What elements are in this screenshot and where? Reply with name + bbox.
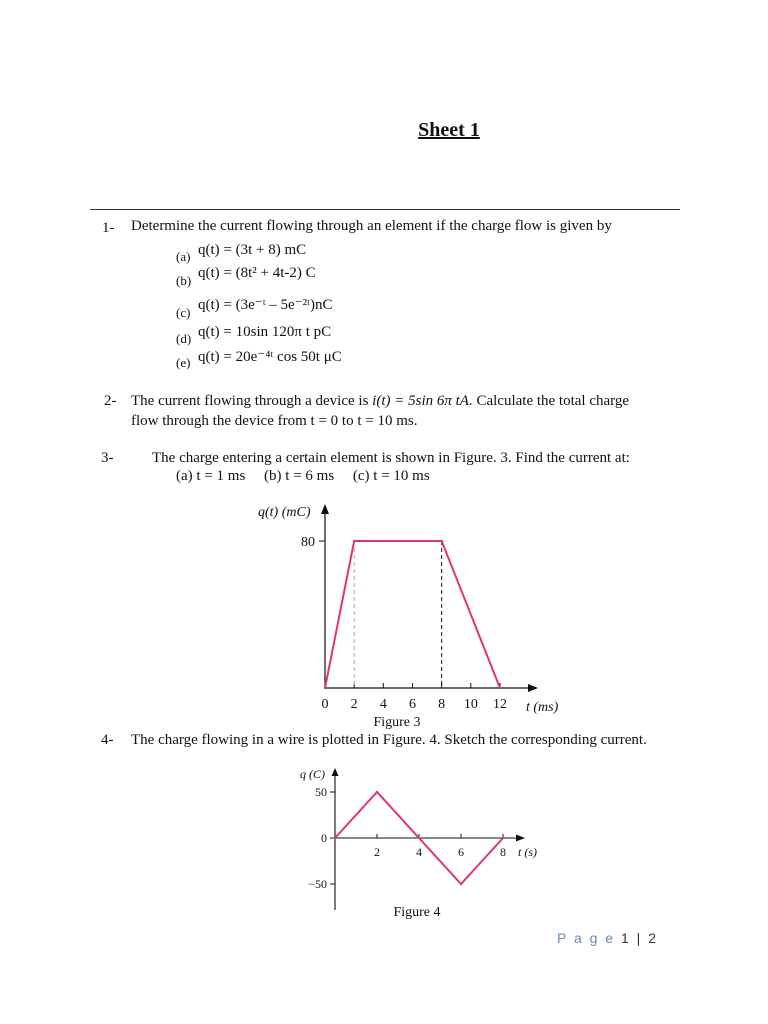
data-point	[324, 687, 326, 689]
data-point	[440, 540, 442, 542]
x-tick-label: 2	[350, 697, 358, 712]
q1-text: Determine the current flowing through an element if the charge flow is given by	[131, 218, 612, 234]
x-tick-label: 4	[416, 845, 422, 859]
q1-item-a-label: (a)	[176, 249, 191, 264]
horizontal-rule	[90, 209, 680, 210]
y-tick-label: 80	[301, 535, 315, 550]
q4-text: The charge flowing in a wire is plotted in Figure. 4. Sketch the corresponding current.	[131, 732, 647, 748]
x-tick-label: 8	[500, 845, 506, 859]
x-tick-label: 6	[458, 845, 464, 859]
x-tick-label: 0	[321, 697, 329, 712]
q3-number: 3-	[101, 450, 114, 466]
x-tick-label: 8	[438, 697, 446, 712]
x-tick-label: 10	[463, 697, 478, 712]
y-tick-label: −50	[308, 877, 327, 891]
q1-item-e-expr: q(t) = 20e⁻⁴ᵗ cos 50t μC	[198, 349, 342, 365]
x-axis-arrow-icon	[528, 684, 538, 692]
q1-item-b-expr: q(t) = (8t² + 4t-2) C	[198, 265, 316, 281]
data-point	[334, 837, 336, 839]
q2-line1-a: The current flowing through a device is	[131, 393, 369, 409]
data-point	[376, 791, 378, 793]
x-axis-arrow-icon	[516, 835, 525, 842]
q3-parts: (a) t = 1 ms (b) t = 6 ms (c) t = 10 ms	[176, 468, 430, 484]
q2-current-expr: i(t) = 5sin 6π tA.	[372, 393, 473, 409]
page-footer	[557, 930, 658, 946]
q1-item-d-label: (d)	[176, 331, 192, 346]
q4-number: 4-	[101, 732, 114, 748]
q1-item-d-expr: q(t) = 10sin 120π t pC	[198, 324, 332, 340]
figure-3-chart	[250, 498, 570, 733]
x-tick-label: 4	[379, 697, 387, 712]
q1-item-e-label: (e)	[176, 355, 191, 370]
y-axis-label: q (C)	[300, 767, 325, 781]
x-axis-label: t (ms)	[526, 700, 559, 715]
footer-page-total: 2	[648, 930, 658, 946]
footer-page-label: P a g e	[556, 930, 616, 946]
y-tick-label: 50	[315, 785, 327, 799]
series-line	[325, 541, 500, 688]
x-axis-label: t (s)	[518, 845, 537, 859]
data-point	[460, 883, 462, 885]
x-tick-label: 6	[409, 697, 416, 712]
q2-line1-b: Calculate the total charge	[476, 393, 630, 409]
footer-page-number: 1	[620, 930, 631, 946]
q1-item-a-expr: q(t) = (3t + 8) mC	[198, 242, 307, 258]
q3-text: The charge entering a certain element is shown in Figure. 3. Find the current at:	[152, 450, 630, 466]
q1-item-c-label: (c)	[176, 305, 191, 320]
data-point	[499, 687, 501, 689]
figure-4-chart	[290, 760, 550, 925]
y-tick-label: 0	[321, 831, 327, 845]
y-axis-arrow-icon	[321, 504, 329, 514]
x-tick-label: 2	[374, 845, 380, 859]
figure-4-caption: Figure 4	[393, 905, 441, 920]
q2-line2: flow through the device from t = 0 to t = 10 ms.	[131, 413, 418, 429]
q1-item-c-expr: q(t) = (3e⁻ᵗ – 5e⁻²ᵗ)nC	[198, 297, 333, 313]
q2-line1	[131, 391, 629, 411]
q1-item-b-label: (b)	[176, 273, 192, 288]
page-title-text: Sheet 1	[418, 119, 480, 141]
data-point	[502, 837, 504, 839]
data-point	[353, 540, 355, 542]
footer-separator: |	[636, 930, 643, 946]
page-title	[0, 119, 768, 142]
x-tick-label: 12	[493, 697, 507, 712]
y-axis-label: q(t) (mC)	[258, 505, 311, 520]
y-axis-arrow-icon	[332, 768, 339, 776]
q1-number: 1-	[102, 220, 115, 236]
q2-number: 2-	[104, 393, 117, 409]
figure-3-caption: Figure 3	[373, 715, 421, 730]
